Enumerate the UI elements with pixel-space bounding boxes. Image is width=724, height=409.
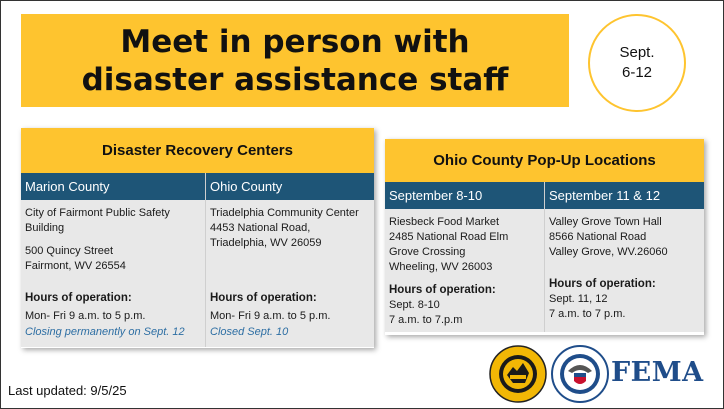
ohio-address-line-2: Triadelphia, WV 26059 <box>210 237 322 249</box>
riesbeck-line-1: Riesbeck Food Market <box>389 216 500 228</box>
drc-ohio-column <box>205 200 374 347</box>
drc-column-headings <box>21 173 374 200</box>
drc-heading-marion: Marion County <box>25 179 110 194</box>
drc-header: Disaster Recovery Centers <box>21 128 374 173</box>
popup-riesbeck-column <box>385 209 544 332</box>
popup-panel <box>385 139 704 335</box>
valley-grove-line-1: Valley Grove Town Hall <box>549 216 662 228</box>
valley-grove-line-3: Valley Grove, WV.26060 <box>549 246 668 258</box>
title-line-2: disaster assistance staff <box>81 61 509 98</box>
popup-columns <box>385 209 704 332</box>
last-updated: Last updated: 9/5/25 <box>8 383 127 398</box>
ohio-address-line-1: 4453 National Road, <box>210 222 311 234</box>
popup-valley-grove-column <box>544 209 704 332</box>
fema-logo: FEMA <box>611 357 704 388</box>
ohio-hours: Mon- Fri 9 a.m. to 5 p.m. <box>210 310 331 322</box>
riesbeck-days: Sept. 8-10 <box>389 299 440 311</box>
valley-grove-line-2: 8566 National Road <box>549 231 647 243</box>
valley-grove-hours: 7 a.m. to 7 p.m. <box>549 308 626 320</box>
popup-heading-sept-11-12: September 11 & 12 <box>544 182 704 209</box>
riesbeck-line-4: Wheeling, WV 26003 <box>389 261 493 273</box>
marion-note: Closing permanently on Sept. 12 <box>25 326 185 338</box>
riesbeck-line-3: Grove Crossing <box>389 246 466 258</box>
marion-name-line-1: City of Fairmont Public Safety <box>25 207 170 219</box>
riesbeck-hours: 7 a.m. to 7.p.m <box>389 314 463 326</box>
ohio-name-line-1: Triadelphia Community Center <box>210 207 359 219</box>
wv-emergency-management-seal-icon <box>489 345 547 403</box>
valley-grove-hours-label: Hours of operation: <box>549 278 656 290</box>
riesbeck-hours-label: Hours of operation: <box>389 284 496 296</box>
marion-hours-label: Hours of operation: <box>25 292 132 304</box>
marion-address-line-1: 500 Quincy Street <box>25 245 114 257</box>
popup-header: Ohio County Pop-Up Locations <box>385 139 704 182</box>
popup-heading-sept-8-10: September 8-10 <box>389 188 483 203</box>
drc-marion-column <box>21 200 205 347</box>
date-badge-line-1: Sept. <box>619 44 655 61</box>
riesbeck-line-2: 2485 National Road Elm <box>389 231 509 243</box>
popup-column-headings <box>385 182 704 209</box>
valley-grove-days: Sept. 11, 12 <box>549 293 608 305</box>
date-badge <box>588 14 686 112</box>
ohio-hours-label: Hours of operation: <box>210 292 317 304</box>
marion-address-line-2: Fairmont, WV 26554 <box>25 260 126 272</box>
drc-columns <box>21 200 374 347</box>
date-badge-line-2: 6-12 <box>621 64 653 81</box>
marion-name-line-2: Building <box>25 222 65 234</box>
title-line-1: Meet in person with <box>120 23 470 60</box>
title-banner <box>21 14 569 107</box>
ohio-note: Closed Sept. 10 <box>210 326 289 338</box>
homeland-security-seal-icon <box>551 345 609 403</box>
drc-panel <box>21 128 374 348</box>
drc-heading-ohio: Ohio County <box>205 173 374 200</box>
marion-hours: Mon- Fri 9 a.m. to 5 p.m. <box>25 310 146 322</box>
